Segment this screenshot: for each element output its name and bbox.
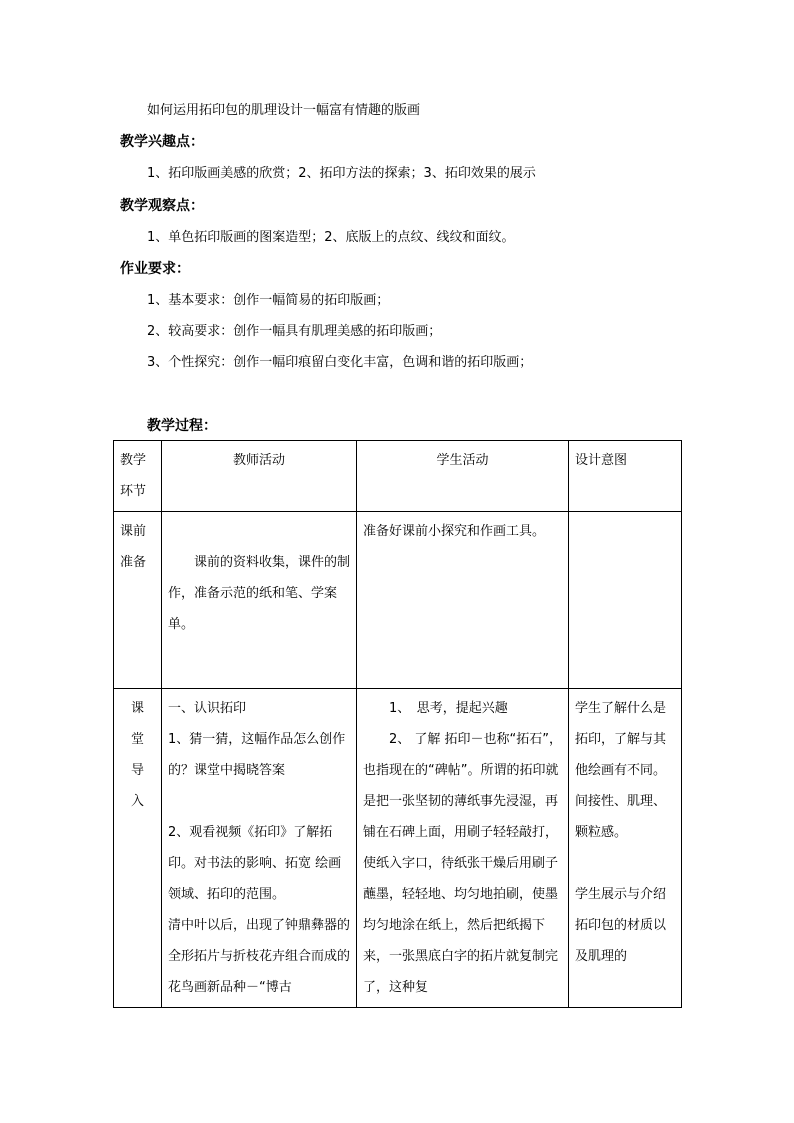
intro-stage: 课 堂 导 入 bbox=[114, 689, 162, 1008]
prep-teacher: 课前的资料收集，课件的制作，准备示范的纸和笔、学案单。 bbox=[162, 512, 357, 689]
homework-heading: 作业要求： bbox=[120, 261, 190, 277]
interest-heading: 教学兴趣点： bbox=[120, 134, 204, 150]
intro-design: 学生了解什么是拓印，了解与其他绘画有不同。 间接性、肌理、颗粒感。 学生展示与介绍拓印包的材质以及肌理的 bbox=[569, 689, 682, 1008]
interest-text: 1、拓印版画美感的欣赏；2、拓印方法的探索；3、拓印效果的展示 bbox=[147, 166, 536, 181]
table-row bbox=[114, 689, 682, 1008]
table-row bbox=[114, 512, 682, 689]
homework-item: 3、个性探究：创作一幅印痕留白变化丰富，色调和谐的拓印版画； bbox=[147, 355, 533, 370]
lesson-table bbox=[113, 440, 682, 1008]
header-student: 学生活动 bbox=[357, 441, 569, 512]
process-heading: 教学过程： bbox=[147, 418, 217, 434]
intro-student: 1、 思考，提起兴趣 2、 了解 拓印－也称“拓石”，也指现在的“碑帖”。所谓的拓印就是把一张坚韧的薄纸事先浸湿，再铺在石碑上面，用刷子轻轻敲打，使纸入字口，待纸张干燥后用刷子蘸墨，轻轻地、均匀地拍刷，使墨均匀地涂在纸上，然后把纸揭下来，一张黑底白字的拓片就复制完了，这种复 bbox=[357, 689, 569, 1008]
header-stage: 教学 环节 bbox=[114, 441, 162, 512]
homework-item: 1、基本要求：创作一幅简易的拓印版画； bbox=[147, 293, 390, 308]
prep-stage: 课前 准备 bbox=[114, 512, 162, 689]
header-teacher: 教师活动 bbox=[162, 441, 357, 512]
observe-heading: 教学观察点： bbox=[120, 198, 204, 214]
prep-student: 准备好课前小探究和作画工具。 bbox=[357, 512, 569, 689]
prep-design bbox=[569, 512, 682, 689]
table-row bbox=[114, 441, 682, 512]
homework-item: 2、较高要求：创作一幅具有肌理美感的拓印版画； bbox=[147, 324, 442, 339]
intro-line: 如何运用拓印包的肌理设计一幅富有情趣的版画 bbox=[147, 103, 421, 118]
observe-text: 1、单色拓印版画的图案造型；2、底版上的点纹、线纹和面纹。 bbox=[147, 230, 515, 245]
intro-teacher: 一、认识拓印 1、猜一猜，这幅作品怎么创作的？课堂中揭晓答案 2、观看视频《拓印》了解拓印。对书法的影响、拓宽 绘画领域、拓印的范围。 清中叶以后，出现了钟鼎彝器的全形拓片与折枝花卉组合而成的花鸟画新品种－“博古 bbox=[162, 689, 357, 1008]
header-design: 设计意图 bbox=[569, 441, 682, 512]
